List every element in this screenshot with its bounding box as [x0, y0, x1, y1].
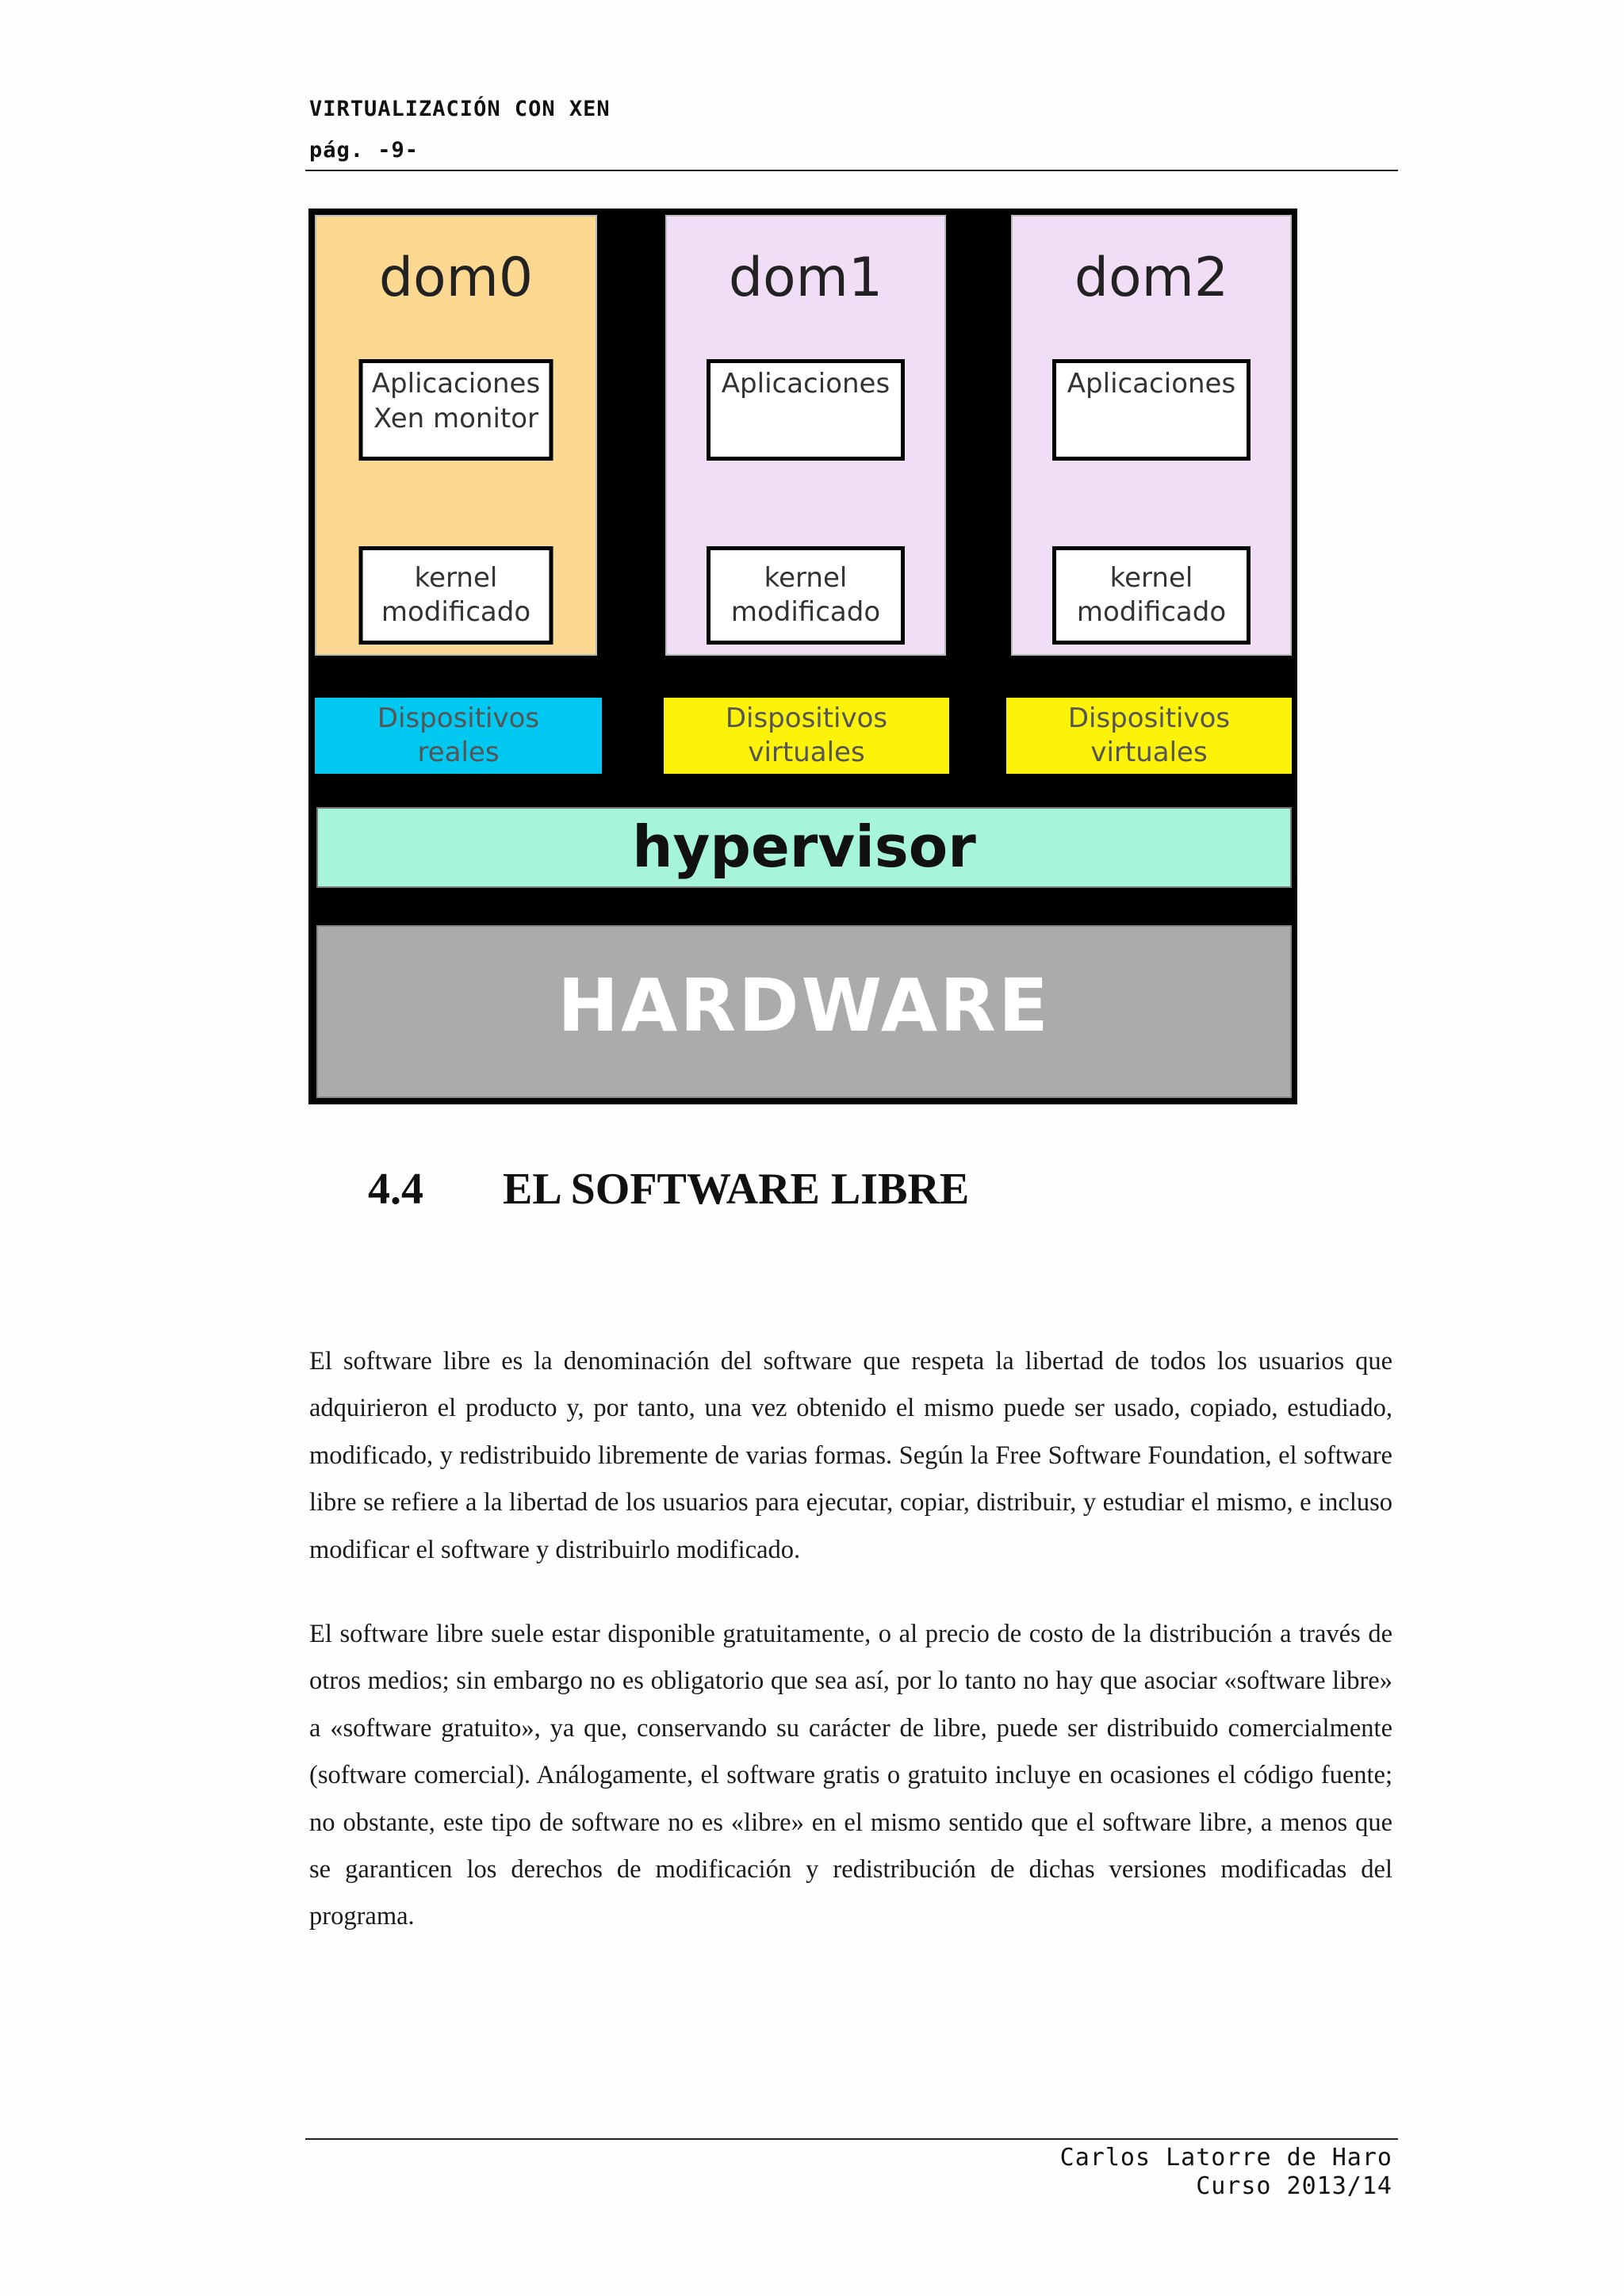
dom1-kernel-label: kernel — [764, 562, 848, 594]
virtual-devices-sublabel-1: virtuales — [748, 737, 865, 768]
virtual-devices-block-2 — [1006, 698, 1292, 774]
footer-course: Curso 2013/14 — [1196, 2172, 1392, 2200]
dom2-block — [1011, 215, 1292, 656]
dom2-kernel-box — [1052, 546, 1251, 645]
real-devices-label: Dispositivos — [377, 702, 540, 734]
dom1-applications-box — [707, 359, 905, 461]
virtual-devices-sublabel-2: virtuales — [1090, 737, 1208, 768]
page-number: pág. -9- — [309, 138, 419, 163]
section-title: EL SOFTWARE LIBRE — [503, 1165, 970, 1214]
body-paragraph-1: El software libre es la denominación del software que respeta la libertad de todos los usuarios que adquirieron el producto y, por tanto, una vez obtenido el mismo puede ser usado, copiado, estudiado, modificado, y redistribuido libremente de varias formas. Según la Free Software Foundation, el software libre se refiere a la libertad de los usuarios para ejecutar, copiar, distribuir, y estudiar el mismo, e incluso modificar el software y distribuirlo modificado. — [309, 1347, 1392, 1564]
dom1-apps-label: Aplicaciones — [721, 368, 891, 400]
dom1-kernel-modified-label: modificado — [730, 596, 881, 628]
dom2-applications-box — [1052, 359, 1251, 461]
dom2-kernel-modified-label: modificado — [1076, 596, 1227, 628]
dom2-kernel-label: kernel — [1109, 562, 1193, 594]
dom2-apps-label: Aplicaciones — [1067, 368, 1236, 400]
dom0-applications-box — [359, 359, 553, 461]
dom0-title: dom0 — [378, 247, 534, 309]
footer-divider — [305, 2138, 1398, 2140]
dom0-kernel-box — [359, 546, 553, 645]
virtual-devices-label-1: Dispositivos — [725, 702, 888, 734]
dom0-block — [315, 215, 597, 656]
dom0-xen-monitor-label: Xen monitor — [373, 403, 539, 434]
dom1-kernel-box — [707, 546, 905, 645]
footer-author: Carlos Latorre de Haro — [1059, 2144, 1392, 2172]
dom1-block — [665, 215, 946, 656]
dom2-title: dom2 — [1074, 247, 1229, 309]
virtual-devices-block-1 — [664, 698, 949, 774]
section-number: 4.4 — [368, 1165, 423, 1214]
real-devices-sublabel: reales — [417, 737, 500, 768]
dom1-title: dom1 — [728, 247, 883, 309]
hypervisor-layer: hypervisor — [316, 807, 1292, 888]
real-devices-block — [315, 698, 602, 774]
hardware-layer: HARDWARE — [316, 925, 1292, 1098]
body-paragraph-2: El software libre suele estar disponible gratuitamente, o al precio de costo de la distribución a través de otros medios; sin embargo no es obligatorio que sea así, por lo tanto no hay que asociar «software libre» a «software gratuito», ya que, conservando su carácter de libre, puede ser distribuido comercialmente (software comercial). Análogamente, el software gratis o gratuito incluye en ocasiones el código fuente; no obstante, este tipo de software no es «libre» en el mismo sentido que el software libre, a menos que se garanticen los derechos de modificación y redistribución de dichas versiones modificadas del programa. — [309, 1620, 1392, 1931]
header-divider — [305, 170, 1398, 171]
document-title: VIRTUALIZACIÓN CON XEN — [309, 97, 611, 121]
dom0-kernel-label: kernel — [414, 562, 498, 594]
virtual-devices-label-2: Dispositivos — [1067, 702, 1231, 734]
dom0-apps-label: Aplicaciones — [371, 368, 541, 400]
xen-architecture-diagram — [308, 209, 1297, 1104]
dom0-kernel-modified-label: modificado — [381, 596, 531, 628]
